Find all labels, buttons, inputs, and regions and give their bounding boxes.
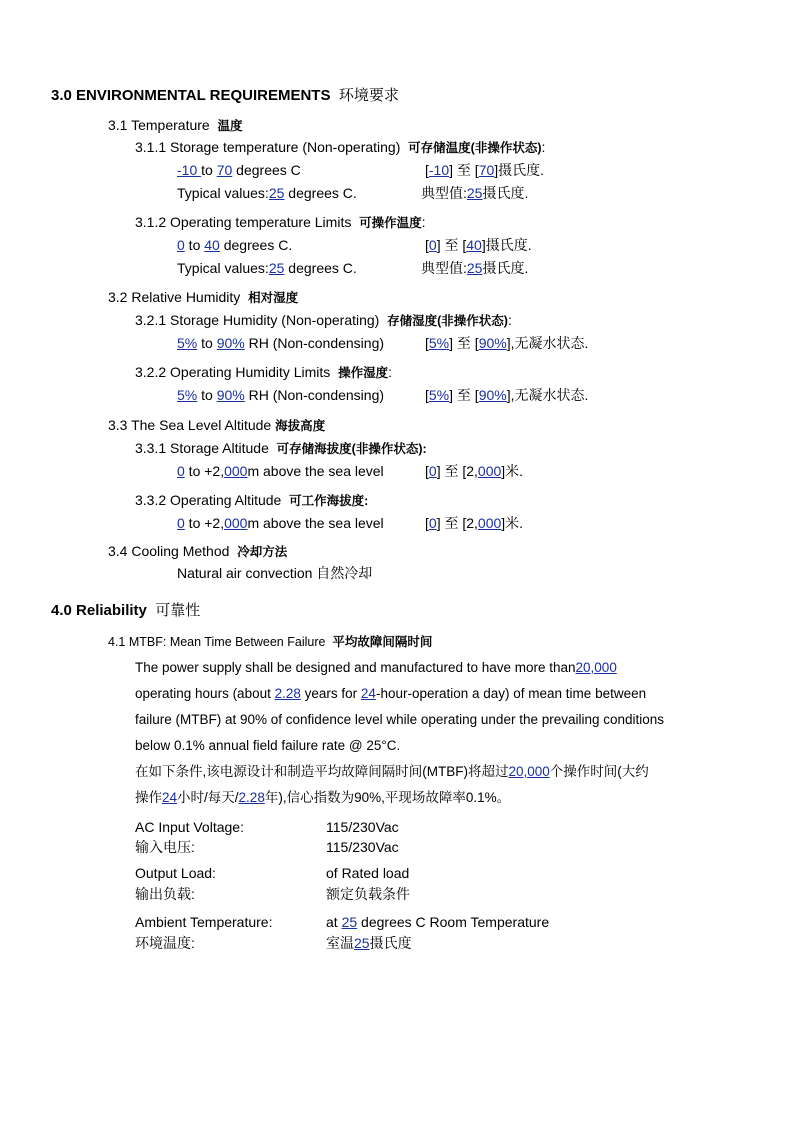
section-4-1-heading bbox=[108, 633, 432, 651]
text: 操作 bbox=[135, 790, 162, 805]
text: to bbox=[201, 162, 217, 178]
text: 室温 bbox=[326, 935, 354, 951]
storage-altitude-cn bbox=[425, 462, 523, 480]
storage-altitude-min-cn-link[interactable]: 0 bbox=[428, 463, 437, 479]
storage-temp-range-en bbox=[177, 161, 301, 179]
operating-humidity-en bbox=[177, 386, 384, 404]
section-3-3-title-en: 3.3 The Sea Level Altitude bbox=[108, 417, 272, 433]
operating-temp-range-en bbox=[177, 236, 292, 254]
operating-altitude-max-link[interactable]: 000 bbox=[224, 515, 248, 531]
text: 摄氏度. bbox=[482, 260, 529, 276]
section-3-4-title-cn: 冷却方法 bbox=[237, 545, 288, 559]
ambient-temp-link[interactable]: 25 bbox=[341, 914, 358, 930]
condition-value-en: of Rated load bbox=[326, 865, 410, 881]
section-3-3-1-title-en: 3.3.1 Storage Altitude bbox=[135, 440, 269, 456]
text: to +2, bbox=[184, 463, 225, 479]
section-3-1-1-title-cn: 可存储温度(非操作状态) bbox=[408, 141, 542, 155]
section-3-2-2-title-en: 3.2.2 Operating Humidity Limits bbox=[135, 364, 331, 380]
text: to bbox=[197, 387, 217, 403]
section-4-title-cn: 可靠性 bbox=[155, 602, 201, 619]
mtbf-paragraph-cn-line-2 bbox=[135, 789, 510, 807]
storage-altitude-min-link[interactable]: 0 bbox=[177, 463, 185, 479]
section-3-2-title-en: 3.2 Relative Humidity bbox=[108, 289, 241, 305]
text: degrees C Room Temperature bbox=[357, 914, 550, 930]
text: [ bbox=[425, 162, 429, 178]
condition-label-en: Output Load: bbox=[135, 865, 216, 881]
condition-label-en: AC Input Voltage: bbox=[135, 819, 244, 835]
mtbf-paragraph-line-4: below 0.1% annual field failure rate @ 25°C. bbox=[135, 738, 401, 753]
section-3-3-title-cn: 海拔高度 bbox=[275, 419, 326, 433]
mtbf-paragraph-cn-line-1 bbox=[135, 763, 649, 781]
operating-temp-typical-en bbox=[177, 259, 357, 277]
text: degrees C. bbox=[284, 185, 357, 201]
colon: : bbox=[388, 364, 392, 380]
text: ] 至 [ bbox=[449, 162, 479, 178]
text: to bbox=[184, 237, 205, 253]
storage-humidity-min-cn-link[interactable]: 5% bbox=[428, 335, 450, 351]
storage-temp-max-cn-link[interactable]: 70 bbox=[478, 162, 495, 178]
section-3-3-1-title-cn: 可存储海拔度(非操作状态): bbox=[276, 442, 427, 456]
text: ] 至 [ bbox=[449, 387, 479, 403]
text: ]米. bbox=[501, 463, 524, 479]
colon: : bbox=[507, 312, 512, 328]
operating-temp-typical-cn-link[interactable]: 25 bbox=[466, 260, 483, 276]
operating-humidity-cn bbox=[425, 386, 588, 404]
text: operating hours (about bbox=[135, 686, 275, 701]
condition-label-cn: 环境温度: bbox=[135, 935, 195, 951]
section-3-4-heading bbox=[108, 542, 287, 561]
section-3-1-2-title-cn: 可操作温度 bbox=[359, 216, 422, 230]
text: RH (Non-condensing) bbox=[244, 387, 385, 403]
operating-humidity-max-link[interactable]: 90% bbox=[216, 387, 245, 403]
text: [ bbox=[425, 335, 429, 351]
condition-value-cn: 额定负载条件 bbox=[326, 886, 410, 902]
text: 个操作时间(大约 bbox=[549, 764, 649, 779]
operating-temp-min-cn-link[interactable]: 0 bbox=[428, 237, 437, 253]
section-3-1-1-title-en: 3.1.1 Storage temperature (Non-operating) bbox=[135, 139, 401, 155]
section-3-heading bbox=[51, 87, 399, 105]
operating-humidity-min-link[interactable]: 5% bbox=[177, 387, 198, 403]
text: degrees C bbox=[232, 162, 301, 178]
text: degrees C. bbox=[284, 260, 357, 276]
storage-altitude-max-link[interactable]: 000 bbox=[224, 463, 248, 479]
text: [ bbox=[425, 237, 429, 253]
operating-temp-typical-cn bbox=[421, 259, 528, 277]
storage-temp-typical-en bbox=[177, 184, 357, 202]
section-3-title-cn: 环境要求 bbox=[338, 87, 399, 104]
section-3-2-heading bbox=[108, 288, 298, 307]
text: [ bbox=[425, 387, 429, 403]
section-3-1-2-heading bbox=[135, 213, 426, 232]
mtbf-paragraph-line-3: failure (MTBF) at 90% of confidence level while operating under the prevailing conditions bbox=[135, 712, 665, 727]
storage-temp-min-link[interactable]: -10 bbox=[177, 162, 202, 178]
section-3-1-title-en: 3.1 Temperature bbox=[108, 117, 210, 133]
text: ] 至 [ bbox=[449, 335, 479, 351]
text: m above the sea level bbox=[247, 463, 384, 479]
storage-altitude-en bbox=[177, 462, 384, 480]
text: ] 至 [2, bbox=[436, 463, 478, 479]
text: 小时/每天/ bbox=[177, 790, 239, 805]
condition-label-cn: 输出负载: bbox=[135, 886, 195, 902]
storage-temp-typical-cn bbox=[421, 184, 528, 202]
text: 摄氏度. bbox=[482, 185, 529, 201]
condition-label-en: Ambient Temperature: bbox=[135, 914, 273, 930]
operating-altitude-max-cn-link[interactable]: 000 bbox=[477, 515, 502, 531]
text: 摄氏度 bbox=[369, 935, 412, 951]
section-3-1-title-cn: 温度 bbox=[217, 119, 243, 133]
section-4-heading bbox=[51, 602, 200, 620]
text: to +2, bbox=[184, 515, 225, 531]
storage-temp-typical-link[interactable]: 25 bbox=[268, 185, 285, 201]
mtbf-hours-per-day-link[interactable]: 24 bbox=[360, 686, 376, 701]
operating-temp-max-link[interactable]: 40 bbox=[204, 237, 220, 253]
text: The power supply shall be designed and manufactured to have more than bbox=[135, 660, 576, 675]
text: 年),信心指数为90%,平现场故障率0.1%。 bbox=[264, 790, 511, 805]
text: years for bbox=[300, 686, 361, 701]
section-3-2-1-heading bbox=[135, 311, 512, 330]
condition-label-cn: 输入电压: bbox=[135, 839, 195, 855]
section-3-3-heading bbox=[108, 416, 325, 435]
operating-altitude-cn bbox=[425, 514, 523, 532]
condition-value-cn bbox=[326, 934, 412, 952]
operating-temp-typical-link[interactable]: 25 bbox=[268, 260, 285, 276]
text: ],无凝水状态. bbox=[506, 335, 589, 351]
section-3-2-1-title-cn: 存储湿度(非操作状态) bbox=[387, 314, 508, 328]
storage-humidity-max-cn-link[interactable]: 90% bbox=[478, 335, 507, 351]
text: ]摄氏度. bbox=[481, 237, 532, 253]
operating-temp-range-cn bbox=[425, 236, 532, 254]
text: ],无凝水状态. bbox=[506, 387, 589, 403]
section-3-3-2-heading bbox=[135, 491, 368, 510]
storage-temp-range-cn bbox=[425, 161, 544, 179]
text: RH (Non-condensing) bbox=[244, 335, 385, 351]
text: 在如下条件,该电源设计和制造平均故障间隔时间(MTBF)将超过 bbox=[135, 764, 509, 779]
operating-temp-max-cn-link[interactable]: 40 bbox=[466, 237, 482, 253]
section-3-3-1-heading bbox=[135, 439, 427, 458]
text: [ bbox=[425, 463, 429, 479]
section-3-2-2-heading bbox=[135, 363, 392, 382]
text: at bbox=[326, 914, 342, 930]
text: m above the sea level bbox=[247, 515, 384, 531]
storage-humidity-en bbox=[177, 334, 384, 352]
text: ] 至 [2, bbox=[436, 515, 478, 531]
operating-humidity-min-cn-link[interactable]: 5% bbox=[428, 387, 450, 403]
colon: : bbox=[421, 214, 426, 230]
text: 典型值: bbox=[421, 185, 467, 201]
storage-temp-min-cn-link[interactable]: -10 bbox=[428, 162, 450, 178]
section-3-3-2-title-cn: 可工作海拔度: bbox=[289, 494, 369, 508]
operating-temp-min-link[interactable]: 0 bbox=[177, 237, 185, 253]
text: [ bbox=[425, 515, 429, 531]
section-4-title-en: 4.0 Reliability bbox=[51, 602, 147, 619]
mtbf-years-link[interactable]: 2.28 bbox=[274, 686, 301, 701]
section-3-3-2-title-en: 3.3.2 Operating Altitude bbox=[135, 492, 282, 508]
section-3-2-2-title-cn: 操作湿度 bbox=[338, 366, 389, 380]
storage-humidity-cn bbox=[425, 334, 588, 352]
section-3-2-1-title-en: 3.2.1 Storage Humidity (Non-operating) bbox=[135, 312, 380, 328]
mtbf-hours-per-day-cn-link[interactable]: 24 bbox=[162, 790, 178, 805]
condition-value-en bbox=[326, 913, 549, 931]
storage-humidity-max-link[interactable]: 90% bbox=[216, 335, 245, 351]
storage-altitude-max-cn-link[interactable]: 000 bbox=[477, 463, 502, 479]
operating-altitude-min-link[interactable]: 0 bbox=[177, 515, 185, 531]
section-3-1-2-title-en: 3.1.2 Operating temperature Limits bbox=[135, 214, 352, 230]
condition-value-en: 115/230Vac bbox=[326, 819, 399, 835]
mtbf-hours-cn-link[interactable]: 20,000 bbox=[508, 764, 550, 779]
section-3-4-title-en: 3.4 Cooling Method bbox=[108, 543, 230, 559]
mtbf-years-cn-link[interactable]: 2.28 bbox=[238, 790, 265, 805]
section-3-2-title-cn: 相对湿度 bbox=[248, 291, 299, 305]
section-3-1-1-heading bbox=[135, 138, 545, 157]
text: degrees C. bbox=[219, 237, 293, 253]
mtbf-paragraph-line-1 bbox=[135, 659, 617, 677]
condition-value-cn: 115/230Vac bbox=[326, 839, 399, 855]
operating-humidity-max-cn-link[interactable]: 90% bbox=[478, 387, 507, 403]
section-3-title-en: 3.0 ENVIRONMENTAL REQUIREMENTS bbox=[51, 87, 331, 104]
text: -hour-operation a day) of mean time between bbox=[375, 686, 647, 701]
text: ]米. bbox=[501, 515, 524, 531]
storage-temp-max-link[interactable]: 70 bbox=[216, 162, 233, 178]
ambient-temp-cn-link[interactable]: 25 bbox=[354, 935, 370, 951]
section-3-1-heading bbox=[108, 116, 243, 135]
text: ]摄氏度. bbox=[494, 162, 545, 178]
mtbf-paragraph-line-2 bbox=[135, 685, 646, 703]
cooling-method-body: Natural air convection 自然冷却 bbox=[177, 565, 373, 581]
text: Typical values: bbox=[177, 185, 269, 201]
operating-altitude-min-cn-link[interactable]: 0 bbox=[428, 515, 437, 531]
section-4-1-title-cn: 平均故障间隔时间 bbox=[332, 635, 433, 649]
section-4-1-title-en: 4.1 MTBF: Mean Time Between Failure bbox=[108, 635, 326, 649]
colon: : bbox=[541, 139, 546, 155]
mtbf-hours-link[interactable]: 20,000 bbox=[575, 660, 617, 675]
storage-humidity-min-link[interactable]: 5% bbox=[177, 335, 198, 351]
operating-altitude-en bbox=[177, 514, 384, 532]
text: 典型值: bbox=[421, 260, 467, 276]
text: to bbox=[197, 335, 217, 351]
storage-temp-typical-cn-link[interactable]: 25 bbox=[466, 185, 483, 201]
text: ] 至 [ bbox=[436, 237, 467, 253]
text: Typical values: bbox=[177, 260, 269, 276]
